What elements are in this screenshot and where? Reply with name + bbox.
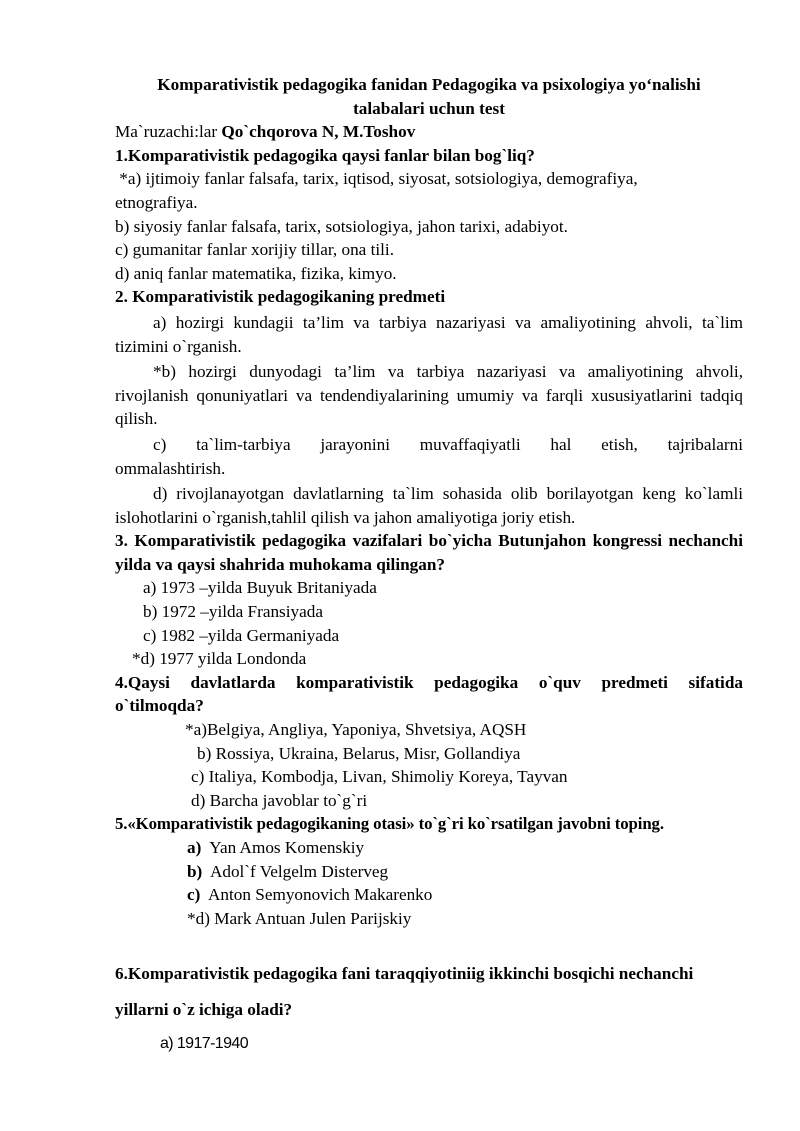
question-5-option-c [115, 883, 743, 907]
question-1-option-a: *a) ijtimoiy fanlar falsafa, tarix, iqtisod, siyosat, sotsiologiya, demografiya, [115, 169, 638, 189]
question-5-option-b-text: Adol`f Velgelm Disterveg [202, 861, 389, 881]
question-4-option-b: b) Rossiya, Ukraina, Belarus, Misr, Gollandiya [197, 743, 521, 763]
question-4-text: 4.Qaysi davlatlarda komparativistik pedagogika o`quv predmeti sifatida o`tilmoqda? [115, 672, 743, 716]
question-6-option-a: a) 1917-1940 [160, 1035, 248, 1053]
question-2-text: 2. Komparativistik pedagogikaning predmeti [115, 287, 446, 307]
question-3-option-d: *d) 1977 yilda Londonda [132, 649, 307, 669]
document-title-line-1: Komparativistik pedagogika fanidan Pedagogika va psixologiya yo‘nalishi [157, 75, 701, 94]
question-4-option-d: d) Barcha javoblar to`g`ri [191, 790, 368, 810]
lecturer-line [115, 120, 743, 144]
question-1-text: 1.Komparativistik pedagogika qaysi fanlar bilan bog`liq? [115, 145, 535, 165]
lecturer-names: Qo`chqorova N, M.Toshov [221, 122, 416, 142]
question-3-text: 3. Komparativistik pedagogika vazifalari bo`yicha Butunjahon kongressi nechanchi yilda va qaysi shahrida muhokama qilingan? [115, 531, 743, 574]
question-5-option-a-label: a) [187, 838, 202, 857]
question-5-option-a [115, 836, 743, 860]
question-2-option-b: *b) hozirgi dunyodagi ta’lim va tarbiya nazariyasi va amaliyotining ahvoli, rivojlanish qonuniyatlari va tendendiyalarining umumiy va farqli xususiyatlarini tadqiq qilish. [115, 362, 743, 429]
question-5-option-d-text: *d) Mark Antuan Julen Parijskiy [187, 908, 412, 928]
question-5-option-b [115, 860, 743, 884]
question-2-option-a: a) hozirgi kundagii ta’lim va tarbiya nazariyasi va amaliyotining ahvoli, ta`lim tizimini o`rganish. [115, 312, 743, 356]
question-4-option-c: c) Italiya, Kombodja, Livan, Shimoliy Koreya, Tayvan [191, 767, 568, 787]
question-5-text: 5.«Komparativistik pedagogikaning otasi» to`g`ri ko`rsatilgan javobni toping. [115, 814, 664, 834]
question-3-option-b: b) 1972 –yilda Fransiyada [143, 602, 323, 622]
question-1-option-d: d) aniq fanlar matematika, fizika, kimyo. [115, 263, 397, 283]
question-5-option-c-label: c) [187, 885, 201, 905]
question-2-option-c: c) ta`lim-tarbiya jarayonini muvaffaqiyatli hal etish, tajribalarni ommalashtirish. [115, 434, 743, 478]
question-1-option-c: c) gumanitar fanlar xorijiy tillar, ona tili. [115, 240, 394, 260]
question-4-option-a: *a)Belgiya, Angliya, Yaponiya, Shvetsiya, AQSH [185, 720, 527, 740]
question-2-option-d: d) rivojlanayotgan davlatlarning ta`lim sohasida olib borilayotgan keng ko`lamli islohotlarini o`rganish,tahlil qilish va jahon amaliyotiga joriy etish. [115, 484, 743, 527]
question-3-option-c: c) 1982 –yilda Germaniyada [143, 625, 340, 645]
document-title-line-2: talabalari uchun test [353, 98, 505, 118]
lecturer-label: Ma`ruzachi:lar [115, 122, 222, 142]
question-1-option-b: b) siyosiy fanlar falsafa, tarix, sotsiologiya, jahon tarixi, adabiyot. [115, 216, 568, 236]
question-1-option-a-cont: etnografiya. [115, 192, 198, 212]
question-5-option-b-label: b) [187, 861, 203, 881]
question-5-option-a-text: Yan Amos Komenskiy [201, 838, 365, 857]
document-page [115, 73, 743, 1056]
question-5-option-c-text: Anton Semyonovich Makarenko [200, 885, 433, 905]
question-3-option-a: a) 1973 –yilda Buyuk Britaniyada [143, 578, 377, 598]
question-6-text: 6.Komparativistik pedagogika fani taraqqiyotiniig ikkinchi bosqichi nechanchi yillarni o`z ichiga oladi? [115, 964, 694, 1020]
question-5-option-d [115, 907, 743, 931]
